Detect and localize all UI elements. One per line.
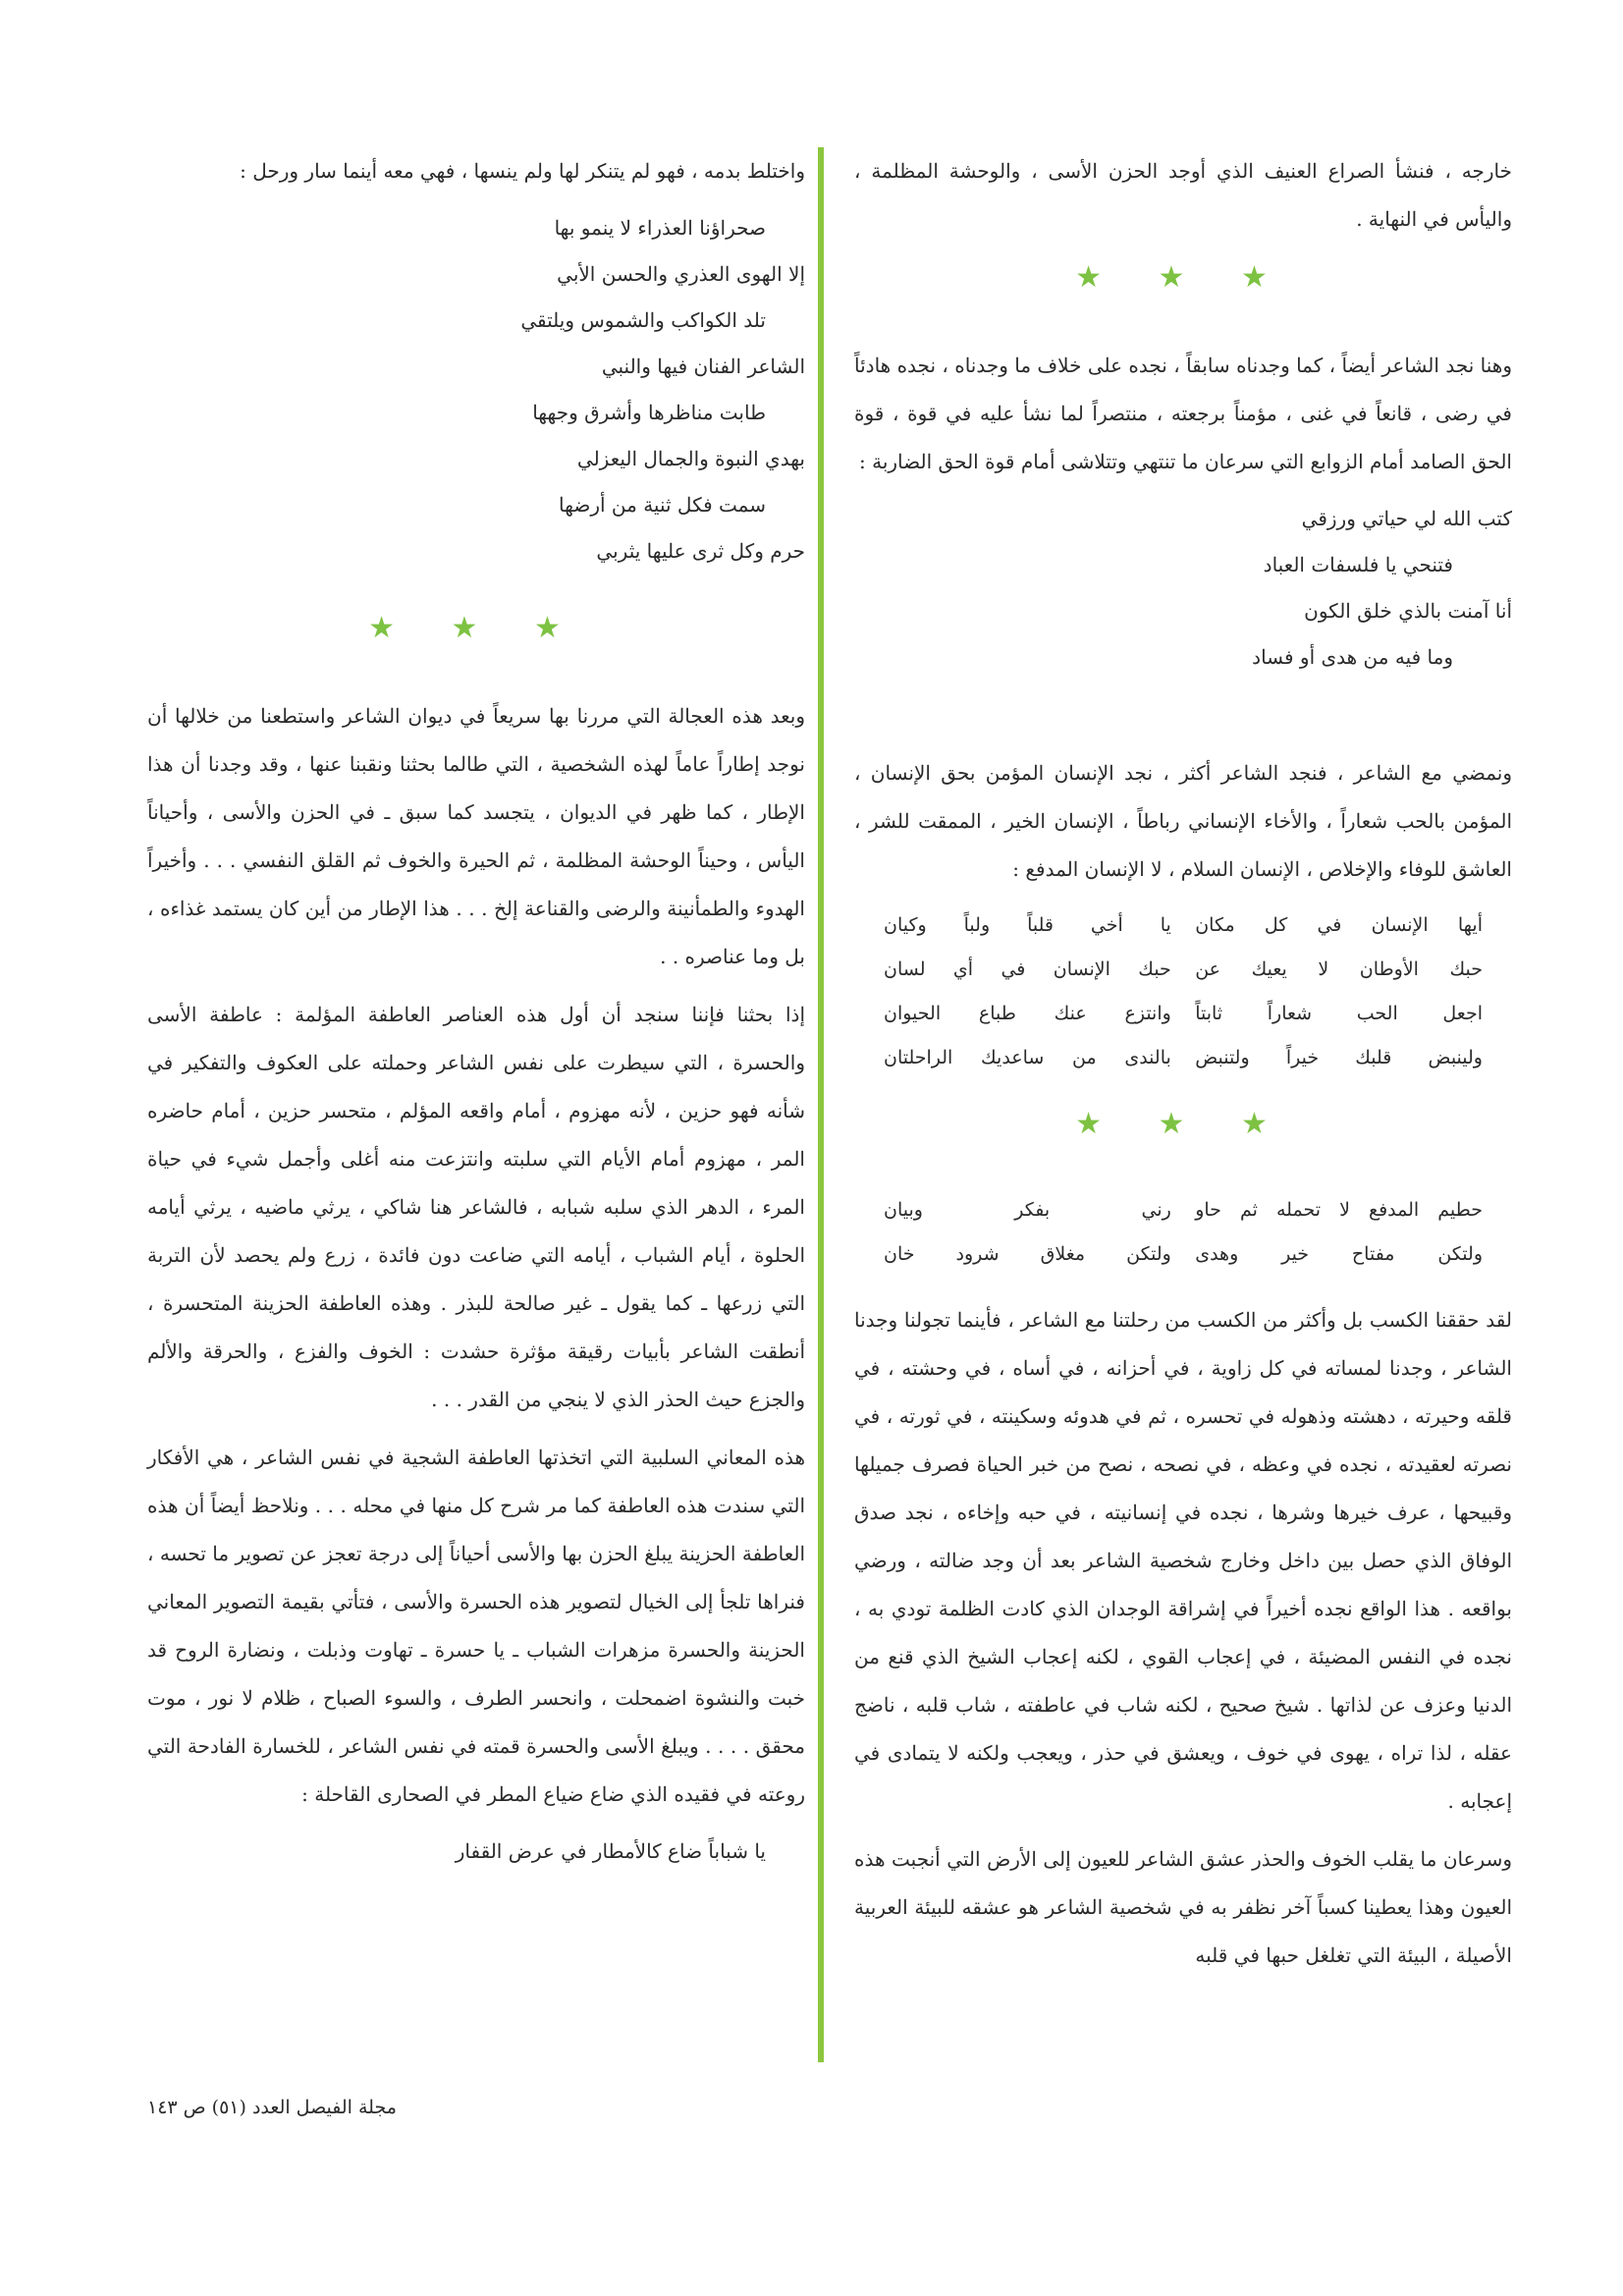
hemistich: بالندى من ساعديك الراحلتان (884, 1047, 1171, 1068)
paragraph: ونمضي مع الشاعر ، فنجد الشاعر أكثر ، نجد الإنسان المؤمن بحق الإنسان ، المؤمن بالحب شعاراً ، والأخاء الإنساني رباطاً ، الإنسان الخير ، الممقت للشر ، العاشق للوفاء والإخلاص ، الإنسان السلام ، لا الإنسان المدفع : (854, 761, 1512, 881)
hemistich: حبك الإنسان في أي لسان (884, 958, 1171, 980)
hemistich: أيها الإنسان في كل مكان (1195, 914, 1483, 936)
hemistich: حطيم المدفع لا تحمله ثم حاو (1195, 1199, 1483, 1221)
paragraph: إذا بحثنا فإننا سنجد أن أول هذه العناصر العاطفة المؤلمة : عاطفة الأسى والحسرة ، التي سيطرت على نفس الشاعر وحملته على العكوف والتفكير في شأنه فهو حزين ، لأنه مهزوم ، أمام واقعه المؤلم ، متحسر حزين ، أمام حاضره المر ، مهزوم أمام الأيام التي سلبته وانتزعت منه أغلى وأجمل شيء في حياة المرء ، الدهر الذي سلبه شبابه ، فالشاعر هنا شاكي ، يرثي ماضيه ، يرثي أيامه الحلوة ، أيام الشباب ، أيامه التي ضاعت دون فائدة ، زرع ولم يحصد لأن التربة التي زرعها ـ كما يقول ـ غير صالحة للبذر . وهذه العاطفة الحزينة المتحسرة ، أنطقت الشاعر بأبيات رقيقة مؤثرة حشدت : الخوف والفزع ، والحرقة والألم والجزع حيث الحذر الذي لا ينجي من القدر . . . (147, 1003, 805, 1411)
verse: بهدي النبوة والجمال اليعزلي (576, 447, 805, 470)
hemistich: ولتكن مفتاح خير وهدى (1195, 1243, 1483, 1265)
couplet (884, 1232, 1483, 1277)
paragraph: واختلط بدمه ، فهو لم يتنكر لها ولم ينسها ، فهي معه أينما سار ورحل : (240, 159, 805, 183)
star-separator: ★ ★ ★ (1075, 1107, 1291, 1141)
paragraph: هذه المعاني السلبية التي اتخذتها العاطفة الشجية في نفس الشاعر ، هي الأفكار التي سندت هذه العاطفة كما مر شرح كل منها في محله . . . ونلاحظ أيضاً أن هذه العاطفة الحزينة يبلغ الحزن بها والأسى أحياناً إلى درجة تعجز عن تصوير ما تحسه ، فنراها تلجأ إلى الخيال لتصوير هذه الحسرة والأسى ، فتأتي بقيمة التصوير المعاني الحزينة والحسرة مزهرات الشباب ـ يا حسرة ـ تهاوت وذبلت ، ونضارة الروح قد خبت والنشوة اضمحلت ، وانحسر الطرف ، والسوء الصباح ، ظلام لا نور ، موت محقق . . . . ويبلغ الأسى والحسرة قمته في نفس الشاعر ، للخسارة الفادحة التي روعته في فقيده الذي ضاع ضياع المطر في الصحارى القاحلة : (147, 1446, 806, 1806)
couplet (884, 1036, 1483, 1080)
hemistich: اجعل الحب شعاراً ثابتاً (1195, 1003, 1483, 1024)
poem-couplets (854, 1188, 1512, 1277)
verse: فتنحي يا فلسفات العباد (1263, 553, 1453, 576)
page-footer: مجلة الفيصل العدد (٥١) ص ١٤٣ (147, 2097, 397, 2118)
paragraph: وسرعان ما يقلب الخوف والحذر عشق الشاعر للعيون إلى الأرض التي أنجبت هذه العيون وهذا يعطينا كسباً آخر نظفر به في شخصية الشاعر هو عشقه للبيئة العربية الأصيلة ، البيئة التي تغلغل حبها في قلبه (854, 1847, 1512, 1967)
verse: يا شباباً ضاع كالأمطار في عرض القفار (455, 1839, 766, 1863)
hemistich: وانتزع عنك طباع الحيوان (884, 1003, 1171, 1024)
star-separator: ★ ★ ★ (368, 611, 584, 645)
paragraph: وبعد هذه العجالة التي مررنا بها سريعاً في ديوان الشاعر واستطعنا من خلالها أن نوجد إطاراً عاماً لهذه الشخصية ، التي طالما بحثنا ونقبنا عنها ، وقد وجدنا أن هذا الإطار ، كما ظهر في الديوان ، يتجسد كما سبق ـ في الحزن والأسى ، وأحياناً اليأس ، وحيناً الوحشة المظلمة ، ثم الحيرة والخوف ثم القلق النفسي . . . وأخيراً الهدوء والطمأنينة والرضى والقناعة إلخ . . . هذا الإطار من أين كان يستمد غذاءه ، بل وما عناصره . . (147, 704, 805, 968)
verse: الشاعر الفنان فيها والنبي (601, 355, 805, 378)
paragraph: خارجه ، فنشأ الصراع العنيف الذي أوجد الحزن الأسى ، والوحشة المظلمة ، واليأس في النهاية . (854, 159, 1512, 231)
couplet (884, 992, 1483, 1036)
poem (147, 205, 805, 574)
couplet (884, 948, 1483, 992)
hemistich: ولتكن مغلاق شرود خان (884, 1243, 1171, 1265)
poem-couplets (854, 903, 1512, 1080)
verse: كتب الله لي حياتي ورزقي (1301, 507, 1512, 530)
verse: إلا الهوى العذري والحسن الأبي (557, 262, 805, 286)
hemistich: رني بفكر وبيان (884, 1199, 1171, 1221)
verse: وما فيه من هدى أو فساد (1252, 645, 1453, 669)
verse: طابت مناظرها وأشرق وجهها (532, 401, 766, 424)
verse: صحراؤنا العذراء لا ينمو بها (554, 216, 766, 240)
paragraph: لقد حققنا الكسب بل وأكثر من الكسب من رحلتنا مع الشاعر ، فأينما تجولنا وجدنا الشاعر ، وجدنا لمساته في كل زاوية ، في أحزانه ، في أساه ، في وحشته ، في قلقه وحيرته ، دهشته وذهوله في تحسره ، ثم في هدوئه وسكينته ، في ثورته ، في نصرته لعقيدته ، نجده في وعظه ، في نصحه ، نصح من خبر الحياة فصرف جميلها وقبيحها ، عرف خيرها وشرها ، نجده في إنسانيته ، في حبه وإخاءه ، نجد صدق الوفاق الذي حصل بين داخل وخارج شخصية الشاعر بعد أن وجد ضالته ، ورضي بواقعه . هذا الواقع نجده أخيراً في إشراقة الوجدان الذي كادت الظلمة تودي به ، نجده في النفس المضيئة ، في إعجاب القوي ، لكنه إعجاب الشيخ الذي قنع من الدنيا وعزف عن لذاتها . شيخ صحيح ، لكنه شاب في عاطفته ، شاب قلبه ، ناضج عقله ، لذا تراه ، يهوى في خوف ، ويعشق في حذر ، ويعجب ولكنه لا يتمادى في إعجابه . (854, 1308, 1512, 1813)
hemistich: حبك الأوطان لا يعيك عن (1195, 958, 1483, 980)
hemistich: ولينبض قلبك خيراً ولتنبض (1195, 1047, 1483, 1068)
verse: حرم وكل ثرى عليها يثربي (596, 539, 805, 563)
verse: تلد الكواكب والشموس ويلتقي (520, 308, 766, 332)
paragraph: وهنا نجد الشاعر أيضاً ، كما وجدناه سابقاً ، نجده على خلاف ما وجدناه ، نجده هادئاً في رضى ، قانعاً في غنى ، مؤمناً برجعته ، منتصراً لما نشأ عليه في قوة ، قوة الحق الصامد أمام الزوابع التي سرعان ما تنتهي وتتلاشى أمام قوة الحق الضاربة : (854, 354, 1512, 473)
verse: أنا آمنت بالذي خلق الكون (1304, 599, 1512, 623)
verse: سمت فكل ثنية من أرضها (559, 493, 766, 517)
right-column (854, 147, 1512, 1990)
poem (854, 496, 1512, 681)
hemistich: يا أخي قلباً ولباً وكيان (884, 914, 1171, 936)
left-column (147, 147, 805, 1875)
column-divider (818, 147, 824, 2062)
couplet (884, 1188, 1483, 1232)
couplet (884, 903, 1483, 948)
star-separator: ★ ★ ★ (1075, 260, 1291, 295)
